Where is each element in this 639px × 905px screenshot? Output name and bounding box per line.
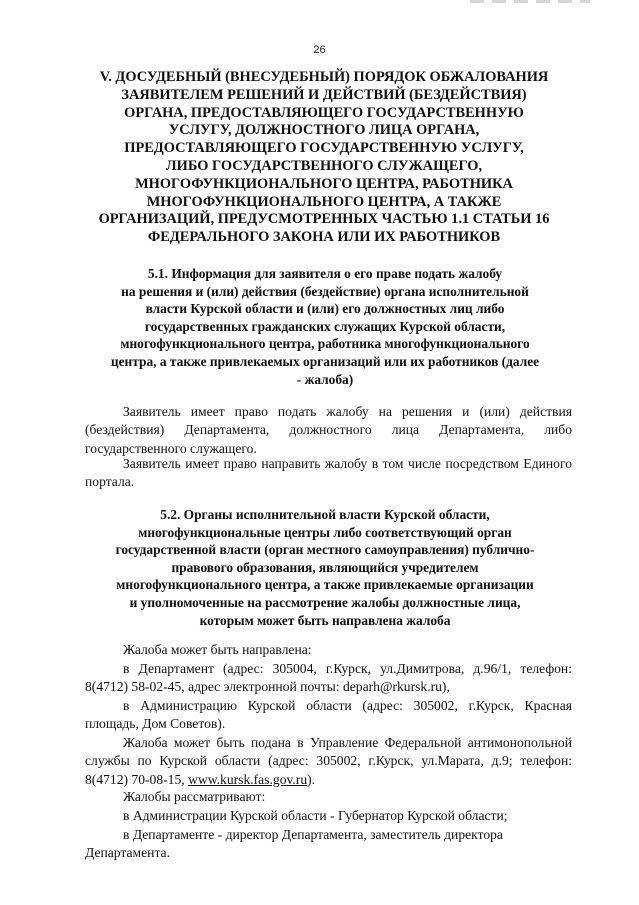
section-title-line: ЗАЯВИТЕЛЕМ РЕШЕНИЙ И ДЕЙСТВИЙ (БЕЗДЕЙСТВИЯ) xyxy=(121,86,527,103)
paragraph-fas-office xyxy=(85,734,572,789)
section-title-line: ОРГАНИЗАЦИЙ, ПРЕДУСМОТРЕННЫХ ЧАСТЬЮ 1.1 СТАТЬИ 16 xyxy=(98,211,550,228)
paragraph-right-to-appeal: Заявитель имеет право подать жалобу на решения и (или) действия (бездействия) Департамента, должностного лица Департамента, либо государственного служащего. xyxy=(85,404,572,456)
section-title xyxy=(72,69,576,247)
subsection-title-line: на решения и (или) действия (бездействие) органа исполнительной xyxy=(121,283,529,299)
paragraph-single-portal: Заявитель имеет право направить жалобу в том числе посредством Единого портала. xyxy=(85,456,572,490)
paragraph-reviewer-director: в Департаменте - директор Департамента, заместитель директора xyxy=(123,827,503,842)
scan-marks xyxy=(470,0,590,3)
subsection-5-2-title xyxy=(80,506,570,629)
subsection-title-line: 5.2. Органы исполнительной власти Курской области, xyxy=(160,507,490,522)
subsection-title-line: власти Курской области и (или) его должностных лиц либо xyxy=(145,301,505,317)
paragraph-reviewers-heading: Жалобы рассматривают: xyxy=(123,789,266,804)
fas-website-link[interactable]: www.kursk.fas.gov.ru xyxy=(188,771,308,787)
section-title-line: ПРЕДОСТАВЛЯЮЩЕГО ГОСУДАРСТВЕННУЮ УСЛУГУ, xyxy=(124,140,524,157)
subsection-title-line: государственных гражданских служащих Курской области, xyxy=(144,318,506,334)
subsection-title-line: многофункционального центра, а также привлекаемые организации xyxy=(116,577,534,593)
subsection-title-line: и уполномоченные на рассмотрение жалобы должностные лица, xyxy=(129,594,521,610)
subsection-5-1-title xyxy=(80,265,570,388)
page-number: 26 xyxy=(313,44,326,56)
paragraph-administration-address: в Администрацию Курской области (адрес: 305002, г.Курск, Красная площадь, Дом Советов). xyxy=(85,698,572,732)
subsection-title-line: многофункционального центра, работника многофункционального xyxy=(120,336,530,352)
paragraph-complaint-may-be-sent: Жалоба может быть направлена: xyxy=(123,642,312,657)
section-title-line: МНОГОФУНКЦИОНАЛЬНОГО ЦЕНТРА, А ТАКЖЕ xyxy=(146,193,502,210)
section-title-line: УСЛУГУ, ДОЛЖНОСТНОГО ЛИЦА ОРГАНА, xyxy=(168,122,480,139)
section-title-line: ЛИБО ГОСУДАРСТВЕННОГО СЛУЖАЩЕГО, xyxy=(165,157,483,174)
subsection-title-line: правового образования, являющийся учредителем xyxy=(171,559,479,575)
subsection-title-line: государственной власти (орган местного самоуправления) публично- xyxy=(115,542,535,558)
fas-office-text-end: ). xyxy=(307,771,316,787)
section-title-line: МНОГОФУНКЦИОНАЛЬНОГО ЦЕНТРА, РАБОТНИКА xyxy=(135,175,513,192)
subsection-title-line: которым может быть направлена жалоба xyxy=(199,612,451,628)
subsection-title-line: - жалоба) xyxy=(296,371,354,387)
paragraph-reviewer-governor: в Администрации Курской области - Губернатор Курской области; xyxy=(123,808,508,823)
section-title-line: ОРГАНА, ПРЕДОСТАВЛЯЮЩЕГО ГОСУДАРСТВЕННУЮ xyxy=(124,104,524,121)
subsection-title-line: 5.1. Информация для заявителя о его праве подать жалобу xyxy=(147,266,503,281)
subsection-title-line: центра, а также привлекаемых организаций или их работников (далее xyxy=(110,353,540,369)
fas-office-text: Жалоба может быть подана в Управление Федеральной антимонопольной службы по Курской области (адрес: 305002, г.Курск, ул.Марата, д.9; телефон: 8(4712) 70-08-15, xyxy=(85,735,572,787)
section-title-line: V. ДОСУДЕБНЫЙ (ВНЕСУДЕБНЫЙ) ПОРЯДОК ОБЖАЛОВАНИЯ xyxy=(99,69,549,85)
paragraph-department-address: в Департамент (адрес: 305004, г.Курск, ул.Димитрова, д.96/1, телефон: 8(4712) 58-02-45, адрес электронной почты: deparh@rkursk.ru), xyxy=(85,661,572,695)
subsection-title-line: многофункциональные центры либо соответствующий орган xyxy=(138,524,512,540)
section-title-line: ФЕДЕРАЛЬНОГО ЗАКОНА ИЛИ ИХ РАБОТНИКОВ xyxy=(147,229,501,246)
paragraph-reviewer-director-cont: Департамента. xyxy=(85,845,170,860)
